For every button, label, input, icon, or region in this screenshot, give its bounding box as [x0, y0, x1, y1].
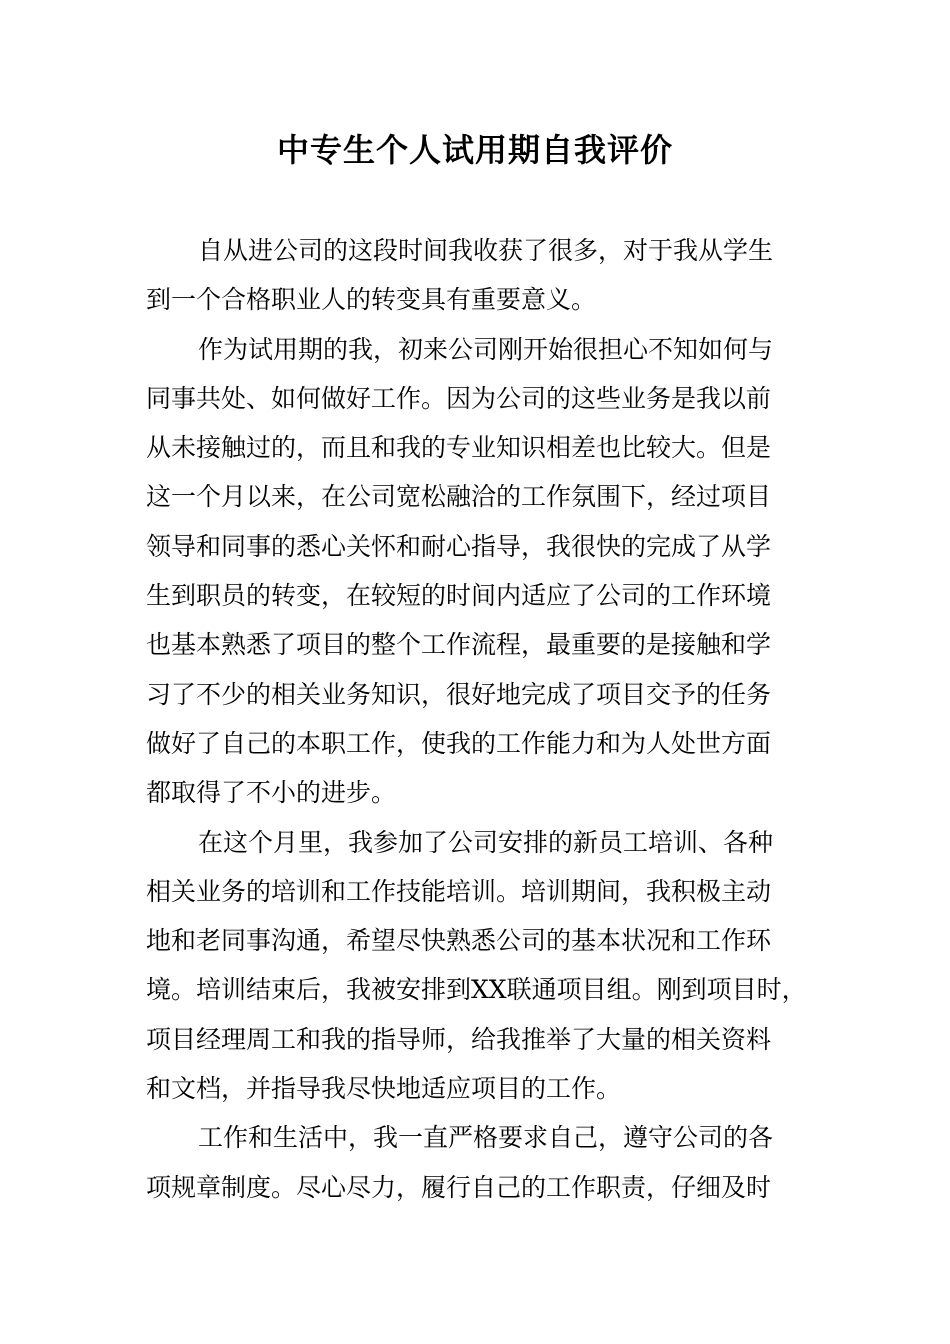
paragraph-line: 和文档，并指导我尽快地适应项目的工作。 — [146, 1074, 622, 1104]
paragraph-line: 相关业务的培训和工作技能培训。培训期间，我积极主动 — [146, 876, 772, 906]
paragraph — [146, 325, 810, 818]
paragraph-line: 习了不少的相关业务知识，很好地完成了项目交予的任务 — [146, 679, 772, 709]
document-title: 中专生个人试用期自我评价 — [276, 131, 673, 169]
paragraph-line: 领导和同事的悉心关怀和耐心指导，我很快的完成了从学 — [146, 531, 772, 561]
paragraph — [146, 226, 810, 325]
paragraph-line: 从未接触过的，而且和我的专业知识相差也比较大。但是 — [146, 433, 772, 463]
paragraph-line: 工作和生活中，我一直严格要求自己，遵守公司的各 — [198, 1123, 774, 1153]
paragraph-line: 同事共处、如何做好工作。因为公司的这些业务是我以前 — [146, 383, 772, 413]
paragraph-line: 到一个合格职业人的转变具有重要意义。 — [146, 285, 597, 315]
paragraph — [146, 1113, 810, 1212]
paragraph-line: 这一个月以来，在公司宽松融洽的工作氛围下，经过项目 — [146, 482, 772, 512]
paragraph-line: 项规章制度。尽心尽力，履行自己的工作职责，仔细及时 — [146, 1172, 772, 1202]
paragraph — [146, 818, 810, 1114]
paragraph-line: 自从进公司的这段时间我收获了很多，对于我从学生 — [198, 236, 774, 265]
paragraph-line: 生到职员的转变，在较短的时间内适应了公司的工作环境 — [146, 581, 772, 611]
paragraph-line: 都取得了不小的进步。 — [146, 778, 397, 808]
paragraph-line: 也基本熟悉了项目的整个工作流程，最重要的是接触和学 — [146, 630, 772, 660]
paragraph-line: 作为试用期的我，初来公司刚开始很担心不知如何与 — [198, 334, 774, 364]
paragraph-line: 地和老同事沟通，希望尽快熟悉公司的基本状况和工作环 — [146, 926, 772, 956]
document-body — [146, 226, 810, 1212]
paragraph-line: 做好了自己的本职工作，使我的工作能力和为人处世方面 — [146, 728, 772, 758]
paragraph-line: 境。培训结束后，我被安排到XX联通项目组。刚到项目时， — [146, 975, 807, 1005]
paragraph-line: 在这个月里，我参加了公司安排的新员工培训、各种 — [198, 827, 774, 857]
paragraph-line: 项目经理周工和我的指导师，给我推举了大量的相关资料 — [146, 1024, 772, 1054]
